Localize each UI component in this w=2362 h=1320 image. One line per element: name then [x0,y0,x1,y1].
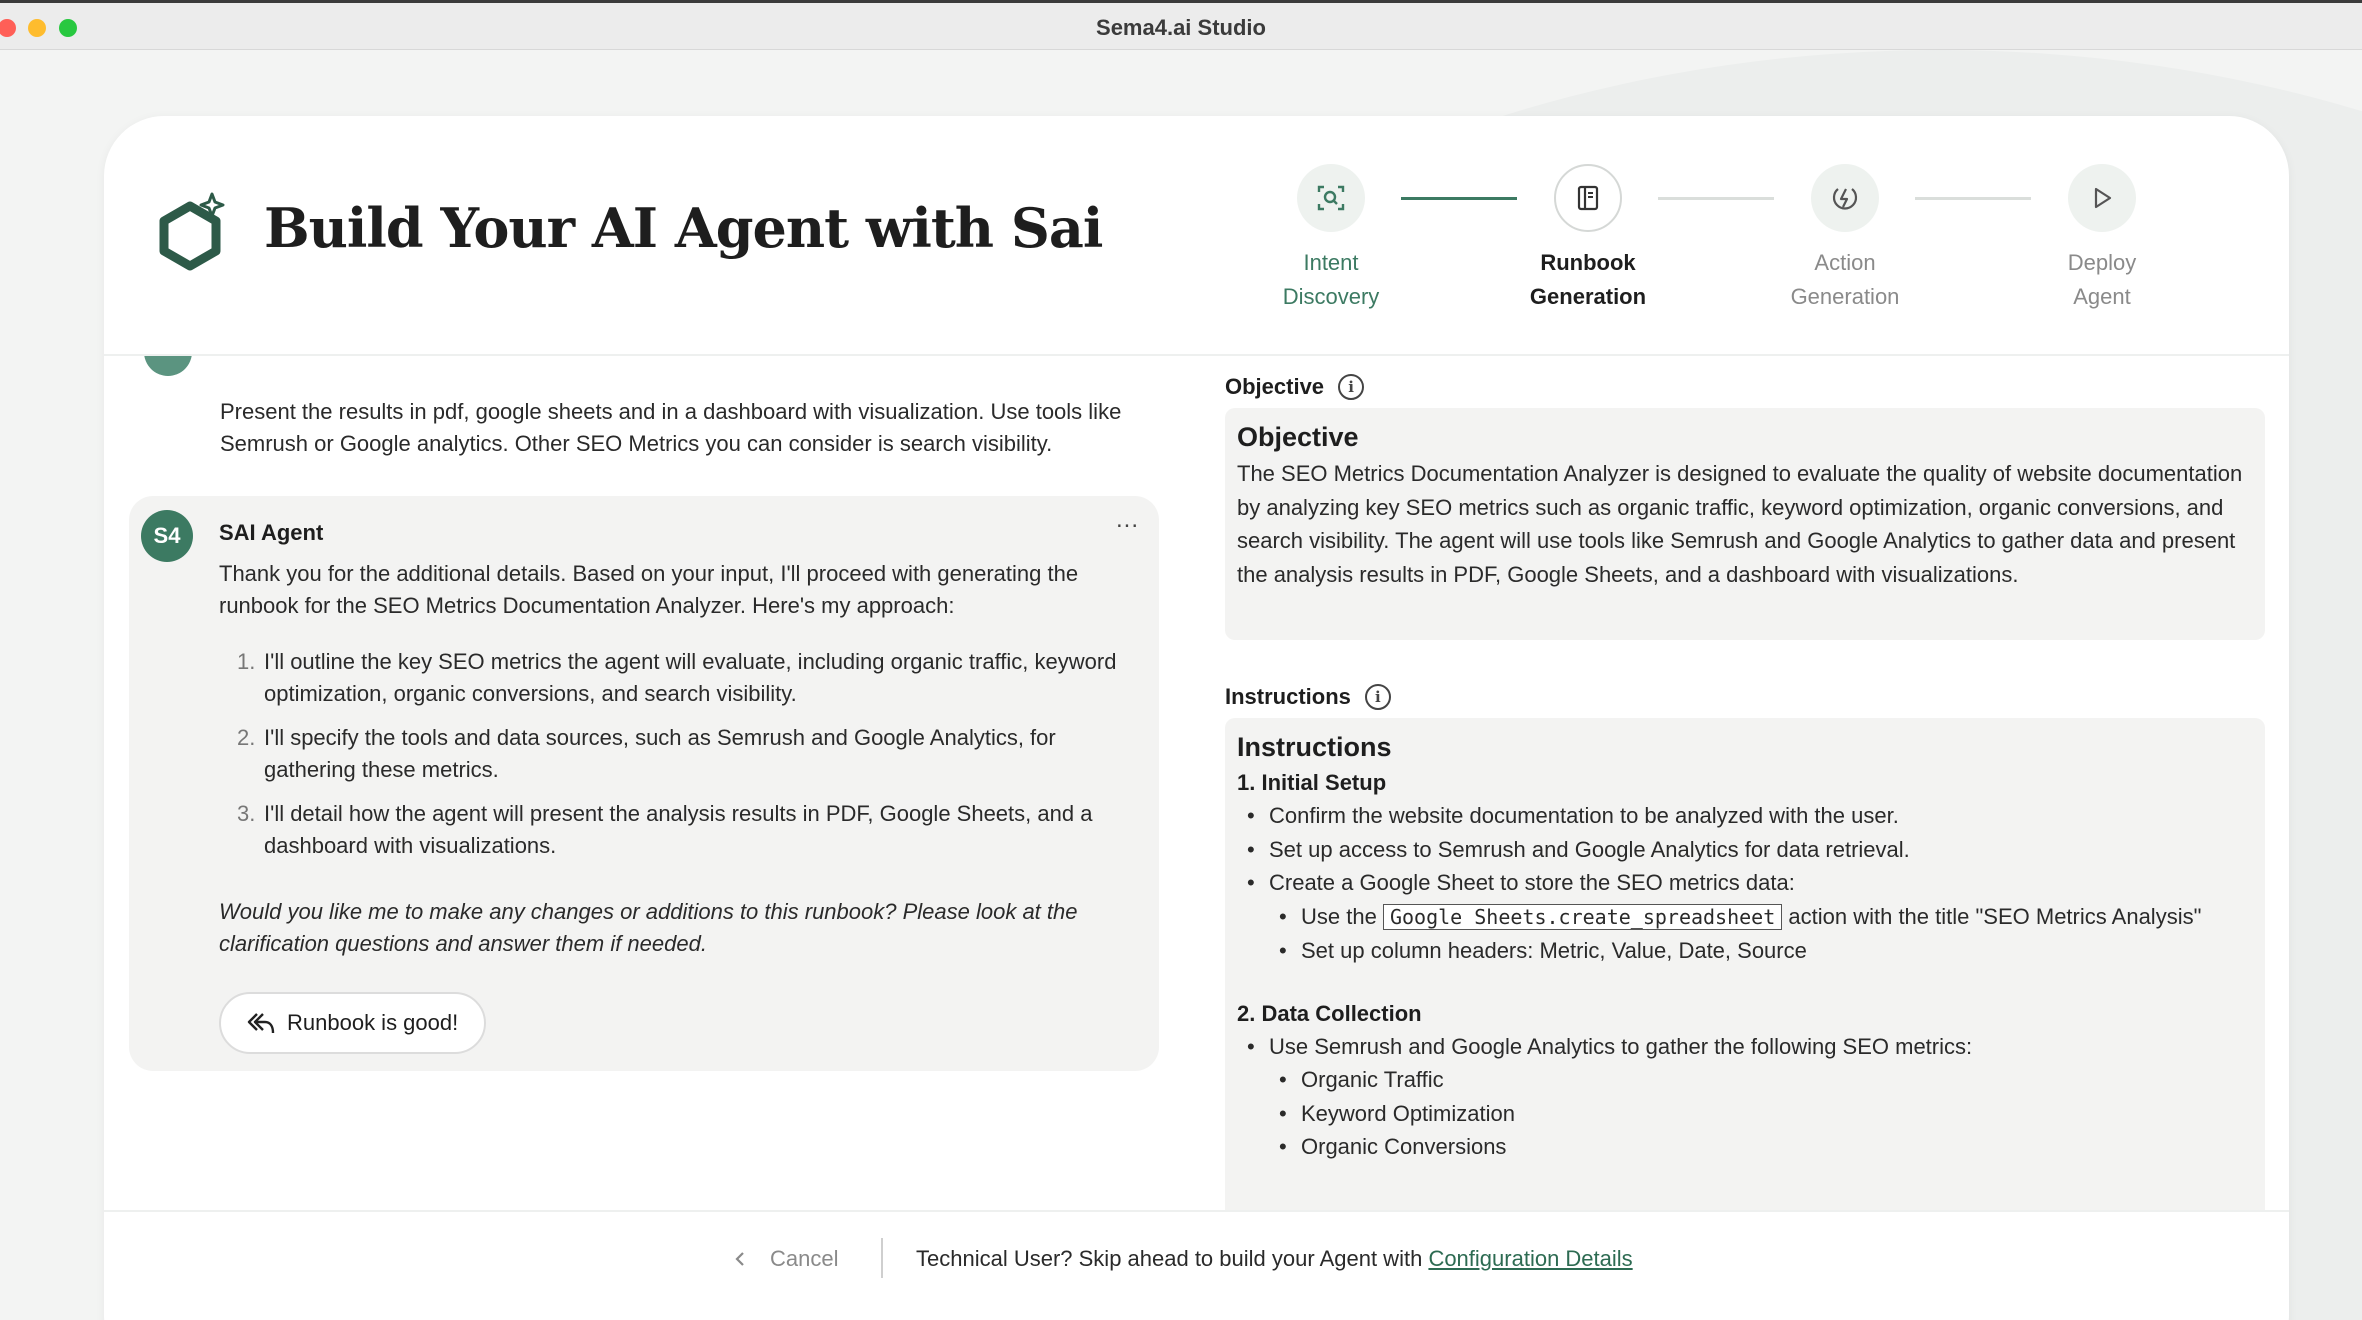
step-intent-discovery[interactable] [1241,164,1421,314]
runbook-panel [1204,356,2289,1211]
window-title: Sema4.ai Studio [1096,15,1266,40]
book-icon [1574,184,1602,212]
cancel-label: Cancel [770,1246,839,1271]
instruction-list [1237,1030,2253,1164]
user-message: Present the results in pdf, google sheets and in a dashboard with visualization. Use tools like Semrush or Google analytics. Other SEO Metrics you can consider is search visibility. [220,399,1122,456]
user-avatar [144,356,192,376]
step-label-line1: Runbook [1540,250,1636,275]
step-action-generation[interactable] [1755,164,1935,314]
agent-question: Would you like me to make any changes or additions to this runbook? Please look at the clarification questions and answer them if needed. [219,899,1078,956]
list-item: • Keyword Optimization [1237,1097,2253,1131]
agent-intro: Thank you for the additional details. Based on your input, I'll proceed with generating the runbook for the SEO Metrics Documentation Analyzer. Here's my approach: [219,561,1079,618]
objective-heading: Objective [1237,422,1359,452]
list-item: • Use the Google Sheets.create_spreadsheet action with the title "SEO Metrics Analysis" [1237,900,2253,935]
runbook-is-good-button[interactable] [219,992,486,1054]
step-label-line2: Generation [1529,284,1647,309]
cancel-button[interactable] [734,1246,838,1272]
agent-message [129,496,1159,1071]
step-label-line1: Action [1814,250,1876,275]
list-item: 2. I'll specify the tools and data sources, such as Semrush and Google Analytics, for gathering these metrics. [237,725,1056,782]
list-item: • Use Semrush and Google Analytics to gather the following SEO metrics: [1237,1030,2253,1064]
page-title: Build Your AI Agent with Sai [264,196,1103,260]
step-label-line1: Deploy [2067,250,2137,275]
step-circle [1811,164,1879,232]
code-snippet: Google Sheets.create_spreadsheet [1383,904,1782,930]
agent-name: SAI Agent [219,520,324,545]
info-icon[interactable]: i [1338,374,1364,400]
step-deploy-agent[interactable] [2012,164,2192,314]
step-label-line2: Discovery [1282,284,1380,309]
lightning-icon [1830,183,1860,213]
objective-section-label: Objective i [1225,374,1364,400]
list-item: 3. I'll detail how the agent will present the analysis results in PDF, Google Sheets, and a dashboard with visualizations. [237,801,1093,858]
chevron-left-icon [734,1250,746,1268]
list-item: • Create a Google Sheet to store the SEO metrics data: [1237,866,2253,900]
section-title: 1. Initial Setup [1237,770,1387,795]
footer-divider [881,1238,883,1278]
list-item: • Organic Conversions [1237,1130,2253,1164]
list-item: • Confirm the website documentation to be analyzed with the user. [1237,799,2253,833]
reply-icon [247,1011,275,1035]
instructions-panel[interactable] [1225,718,2265,1211]
sai-logo-icon [154,192,234,272]
instructions-heading: Instructions [1237,732,1392,762]
list-item: • Set up column headers: Metric, Value, Date, Source [1237,934,2253,968]
agent-avatar: S4 [141,510,193,562]
section-title: 2. Data Collection [1237,1000,1422,1026]
step-circle [1297,164,1365,232]
card-footer [104,1210,2289,1300]
footer-message: Technical User? Skip ahead to build your Agent with Configuration Details [916,1246,1633,1271]
step-label-line2: Agent [2073,284,2131,309]
step-circle [2068,164,2136,232]
instruction-list [1237,799,2253,968]
list-item: • Set up access to Semrush and Google Analytics for data retrieval. [1237,833,2253,867]
list-item: • Organic Traffic [1237,1063,2253,1097]
step-runbook-generation[interactable] [1498,164,1678,314]
play-icon [2089,185,2115,211]
step-circle [1554,164,1622,232]
info-icon[interactable]: i [1365,684,1391,710]
step-label-line2: Generation [1790,284,1900,309]
window-titlebar [0,0,2362,50]
step-label-line1: Intent [1303,250,1359,275]
agent-approach-list [219,646,1119,874]
runbook-is-good-label: Runbook is good! [287,1010,459,1035]
chat-panel [104,356,1204,1206]
list-item: 1. I'll outline the key SEO metrics the agent will evaluate, including organic traffic, keyword optimization, organic conversions, and search visibility. [237,649,1117,706]
builder-card [104,116,2289,1320]
objective-text: The SEO Metrics Documentation Analyzer is designed to evaluate the quality of website documentation by analyzing key SEO metrics such as organic traffic, keyword optimization, organic conversions, and search visibility. The agent will use tools like Semrush and Google Analytics to gather data and present the analysis results in PDF, Google Sheets, and a dashboard with visualizations. [1237,461,2243,587]
instructions-section-label: Instructions i [1225,684,1391,710]
configuration-details-link[interactable]: Configuration Details [1428,1246,1633,1271]
more-options-icon[interactable]: ... [1115,506,1139,533]
search-scan-icon [1316,183,1346,213]
card-header [104,116,2289,356]
objective-panel[interactable] [1225,408,2265,640]
